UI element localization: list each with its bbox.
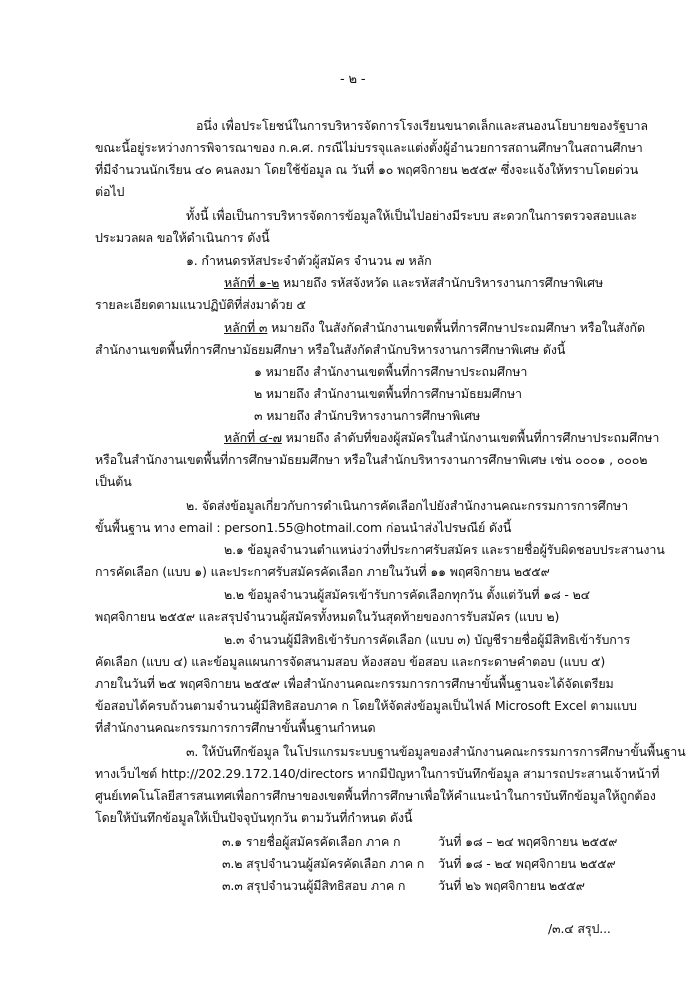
schedule-item: ๓.๒ สรุปจำนวนผู้สมัครคัดเลือก ภาค ก	[222, 856, 425, 871]
schedule-item: ๓.๓ สรุปจำนวนผู้มีสิทธิสอบ ภาค ก	[222, 878, 406, 893]
digit-label: หลักที่ ๓	[224, 320, 268, 335]
paragraph-line: ที่มีจำนวนนักเรียน ๔๐ คนลงมา โดยใช้ข้อมูล ณ วันที่ ๑๐ พฤศจิกายน ๒๕๕๙ ซึ่งจะแจ้งให้ทราบโดยด่วน	[95, 162, 639, 177]
schedule-date: วันที่ ๒๖ พฤศจิกายน ๒๕๕๙	[438, 878, 585, 893]
item-heading: ๓. ให้บันทึกข้อมูล ในโปรแกรมระบบฐานข้อมูลของสำนักงานคณะกรรมการการศึกษาขั้นพื้นฐาน	[186, 744, 686, 759]
paragraph-line: ประมวลผล ขอให้ดำเนินการ ดังนี้	[95, 230, 270, 245]
list-item: ๒ หมายถึง สำนักงานเขตพื้นที่การศึกษามัธยมศึกษา	[254, 386, 522, 401]
paragraph-line: ศูนย์เทคโนโลยีสารสนเทศเพื่อการศึกษาของเขตพื้นที่การศึกษาเพื่อให้คำแนะนำในการบันทึกข้อมูลให้ถูกต้อง	[95, 788, 656, 803]
continuation-note: /๓.๔ สรุป...	[548, 921, 611, 936]
digit-label: หลักที่ ๑-๒	[224, 275, 280, 290]
paragraph-line	[224, 275, 603, 291]
paragraph-line: ทั้งนี้ เพื่อเป็นการบริหารจัดการข้อมูลให้เป็นไปอย่างมีระบบ สะดวกในการตรวจสอบและ	[186, 208, 638, 223]
paragraph-line: ทางเว็บไซต์ http://202.29.172.140/directors หากมีปัญหาในการบันทึกข้อมูล สามารถประสานเจ้าหน้าที่	[95, 766, 660, 781]
paragraph-line	[224, 430, 659, 446]
list-item: ๓ หมายถึง สำนักบริหารงานการศึกษาพิเศษ	[254, 408, 481, 423]
paragraph-line: การคัดเลือก (แบบ ๑) และประกาศรับสมัครคัดเลือก ภายในวันที่ ๑๑ พฤศจิกายน ๒๕๕๙	[95, 564, 550, 579]
paragraph-line: ข้อสอบได้ครบถ้วนตามจำนวนผู้มีสิทธิสอบภาค ก โดยให้จัดส่งข้อมูลเป็นไฟล์ Microsoft Excel ตามแบบ	[95, 698, 637, 713]
digit-description: หมายถึง ในสังกัดสำนักงานเขตพื้นที่การศึกษาประถมศึกษา หรือในสังกัด	[267, 320, 645, 335]
paragraph-line	[224, 320, 645, 336]
paragraph-line: โดยให้บันทึกข้อมูลให้เป็นปัจจุบันทุกวัน ตามวันที่กำหนด ดังนี้	[95, 810, 413, 825]
digit-description: หมายถึง รหัสจังหวัด และรหัสสำนักบริหารงานการศึกษาพิเศษ	[279, 275, 604, 290]
paragraph-line: ขั้นพื้นฐาน ทาง email : person1.55@hotmail.com ก่อนนำส่งไปรษณีย์ ดังนี้	[95, 520, 512, 535]
schedule-item: ๓.๑ รายชื่อผู้สมัครคัดเลือก ภาค ก	[222, 834, 401, 849]
paragraph-line: อนึ่ง เพื่อประโยชน์ในการบริหารจัดการโรงเรียนขนาดเล็กและสนองนโยบายของรัฐบาล	[196, 118, 648, 133]
schedule-date: วันที่ ๑๘ - ๒๔ พฤศจิกายน ๒๕๕๙	[438, 856, 616, 871]
paragraph-line: ๒.๒ ข้อมูลจำนวนผู้สมัครเข้ารับการคัดเลือกทุกวัน ตั้งแต่วันที่ ๑๘ - ๒๔	[224, 587, 590, 602]
digit-label: หลักที่ ๔-๗	[224, 430, 282, 445]
paragraph-line: พฤศจิกายน ๒๕๕๙ และสรุปจำนวนผู้สมัครทั้งหมดในวันสุดท้ายของการรับสมัคร (แบบ ๒)	[95, 609, 560, 624]
paragraph-line: ขณะนี้อยู่ระหว่างการพิจารณาของ ก.ค.ศ. กรณีไม่บรรจุและแต่งตั้งผู้อำนวยการสถานศึกษาในสถานศึกษา	[95, 140, 643, 155]
schedule-date: วันที่ ๑๘ – ๒๔ พฤศจิกายน ๒๕๕๙	[438, 834, 618, 849]
paragraph-line: คัดเลือก (แบบ ๔) และข้อมูลแผนการจัดสนามสอบ ห้องสอบ ข้อสอบ และกระดาษคำตอบ (แบบ ๕)	[95, 654, 606, 669]
paragraph-line: ต่อไป	[95, 184, 125, 199]
page-number: - ๒ -	[340, 72, 366, 87]
digit-description: หมายถึง ลำดับที่ของผู้สมัครในสำนักงานเขตพื้นที่การศึกษาประถมศึกษา	[281, 430, 660, 445]
paragraph-line: ๒.๑ ข้อมูลจำนวนตำแหน่งว่างที่ประกาศรับสมัคร และรายชื่อผู้รับผิดชอบประสานงาน	[224, 542, 665, 557]
paragraph-line: ภายในวันที่ ๒๕ พฤศจิกายน ๒๕๕๙ เพื่อสำนักงานคณะกรรมการการศึกษาขั้นพื้นฐานจะได้จัดเตรียม	[95, 676, 614, 691]
list-item: ๑ หมายถึง สำนักงานเขตพื้นที่การศึกษาประถมศึกษา	[254, 364, 528, 379]
paragraph-line: เป็นต้น	[95, 474, 132, 489]
paragraph-line: หรือในสำนักงานเขตพื้นที่การศึกษามัธยมศึกษา หรือในสำนักบริหารงานการศึกษาพิเศษ เช่น ๐๐๐๑ , ๐๐๐๒	[95, 452, 648, 467]
paragraph-line: สำนักงานเขตพื้นที่การศึกษามัธยมศึกษา หรือในสังกัดสำนักบริหารงานการศึกษาพิเศษ ดังนี้	[95, 342, 566, 357]
item-heading: ๑. กำหนดรหัสประจำตัวผู้สมัคร จำนวน ๗ หลัก	[186, 253, 432, 268]
paragraph-line: ๒.๓ จำนวนผู้มีสิทธิเข้ารับการคัดเลือก (แบบ ๓) บัญชีรายชื่อผู้มีสิทธิเข้ารับการ	[224, 632, 631, 647]
paragraph-line: ที่สำนักงานคณะกรรมการการศึกษาขั้นพื้นฐานกำหนด	[95, 720, 376, 735]
paragraph-line: รายละเอียดตามแนวปฏิบัติที่ส่งมาด้วย ๕	[95, 297, 306, 312]
item-heading: ๒. จัดส่งข้อมูลเกี่ยวกับการดำเนินการคัดเลือกไปยังสำนักงานคณะกรรมการการศึกษา	[186, 498, 628, 513]
